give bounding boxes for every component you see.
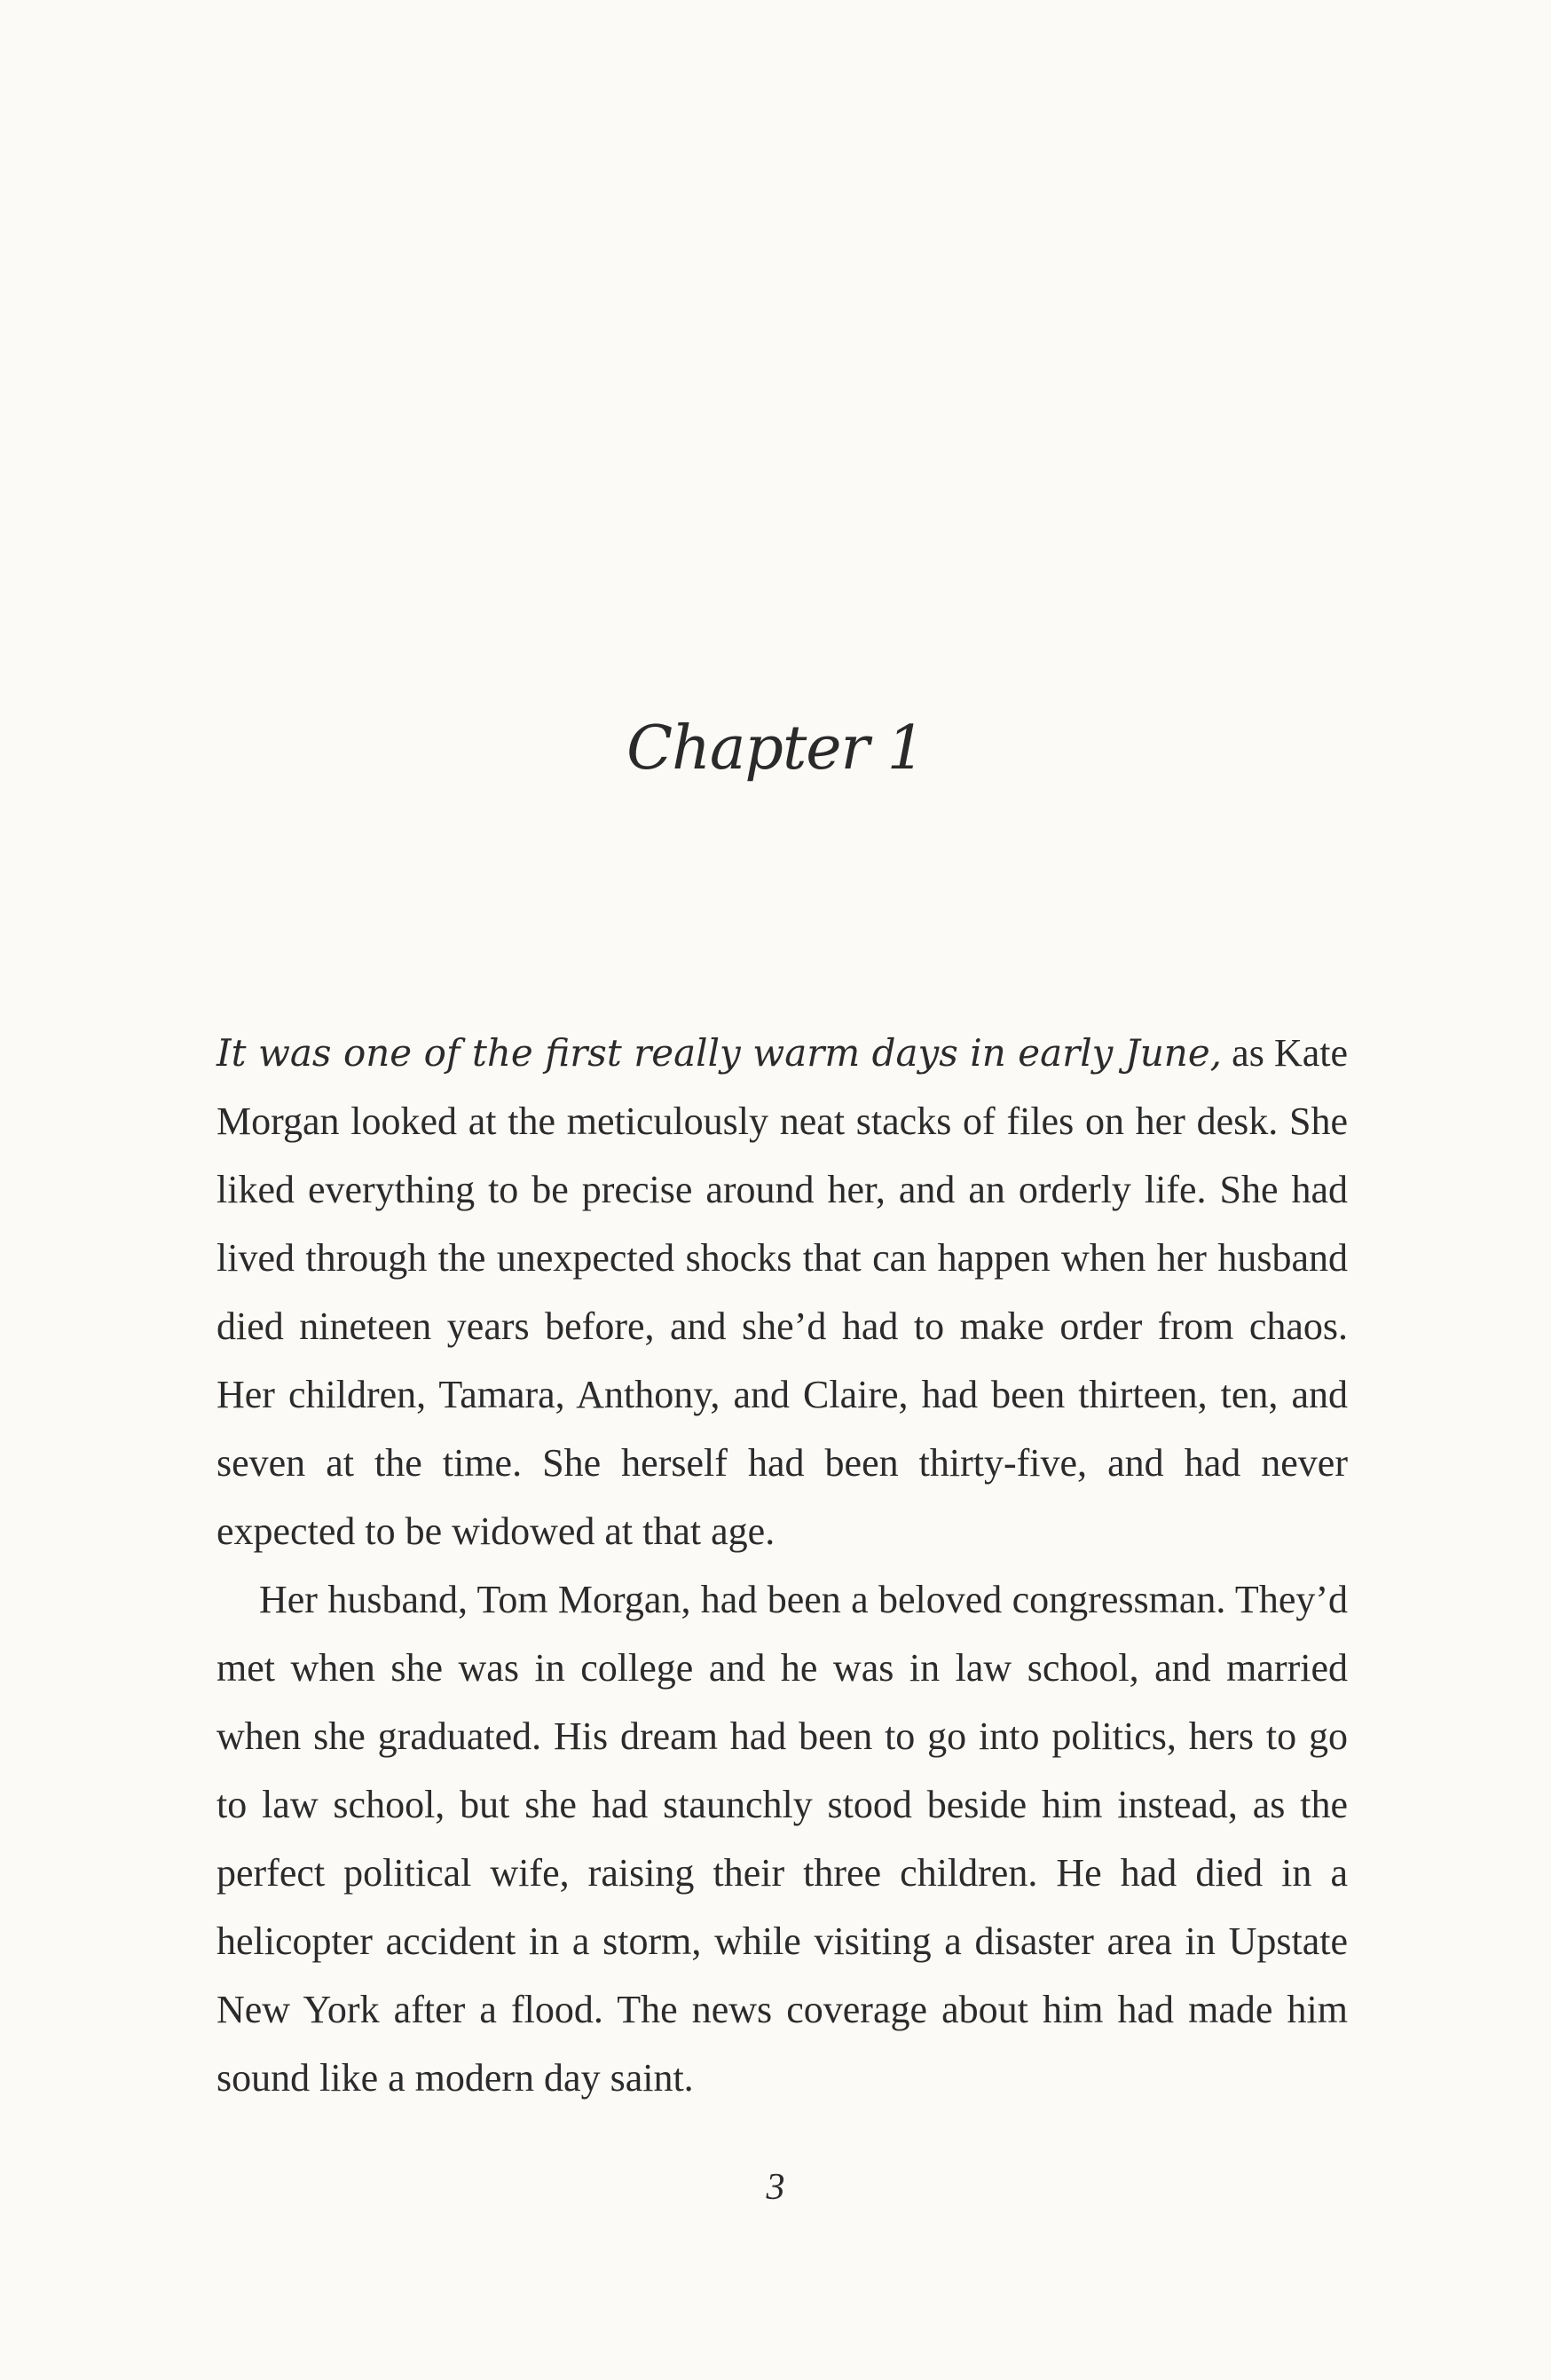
paragraph-2-text: Her husband, Tom Morgan, had been a beloved congressman. They’d met when she was in college and he was in law school, and married when she graduated. His dream had been to go into politics, hers to go to law school, but she had staunchly stood beside him instead, as the perfect political wife, raising their three children. He had died in a helicopter accident in a storm, while visiting a disaster area in Upstate New York after a flood. The news coverage about him had made him sound like a modern day saint. bbox=[217, 1578, 1348, 2100]
paragraph-1 bbox=[217, 1019, 1348, 1565]
page-number: 3 bbox=[766, 2167, 785, 2208]
paragraph-2 bbox=[217, 1565, 1348, 2112]
paragraph-1-lead: It was one of the first really warm days in early June, bbox=[217, 1031, 1223, 1075]
paragraph-1-text: as Kate Morgan looked at the meticulously neat stacks of files on her desk. She liked everything to be precise around her, and an orderly life. She had lived through the unexpected shocks that can happen when her husband died nineteen years before, and she’d had to make order from chaos. Her children, Tamara, Anthony, and Claire, had been thirteen, ten, and seven at the time. She herself had been thirty-five, and had never expected to be widowed at that age. bbox=[217, 1031, 1348, 1553]
chapter-title: Chapter 1 bbox=[626, 713, 925, 784]
body-text bbox=[217, 1019, 1348, 2112]
